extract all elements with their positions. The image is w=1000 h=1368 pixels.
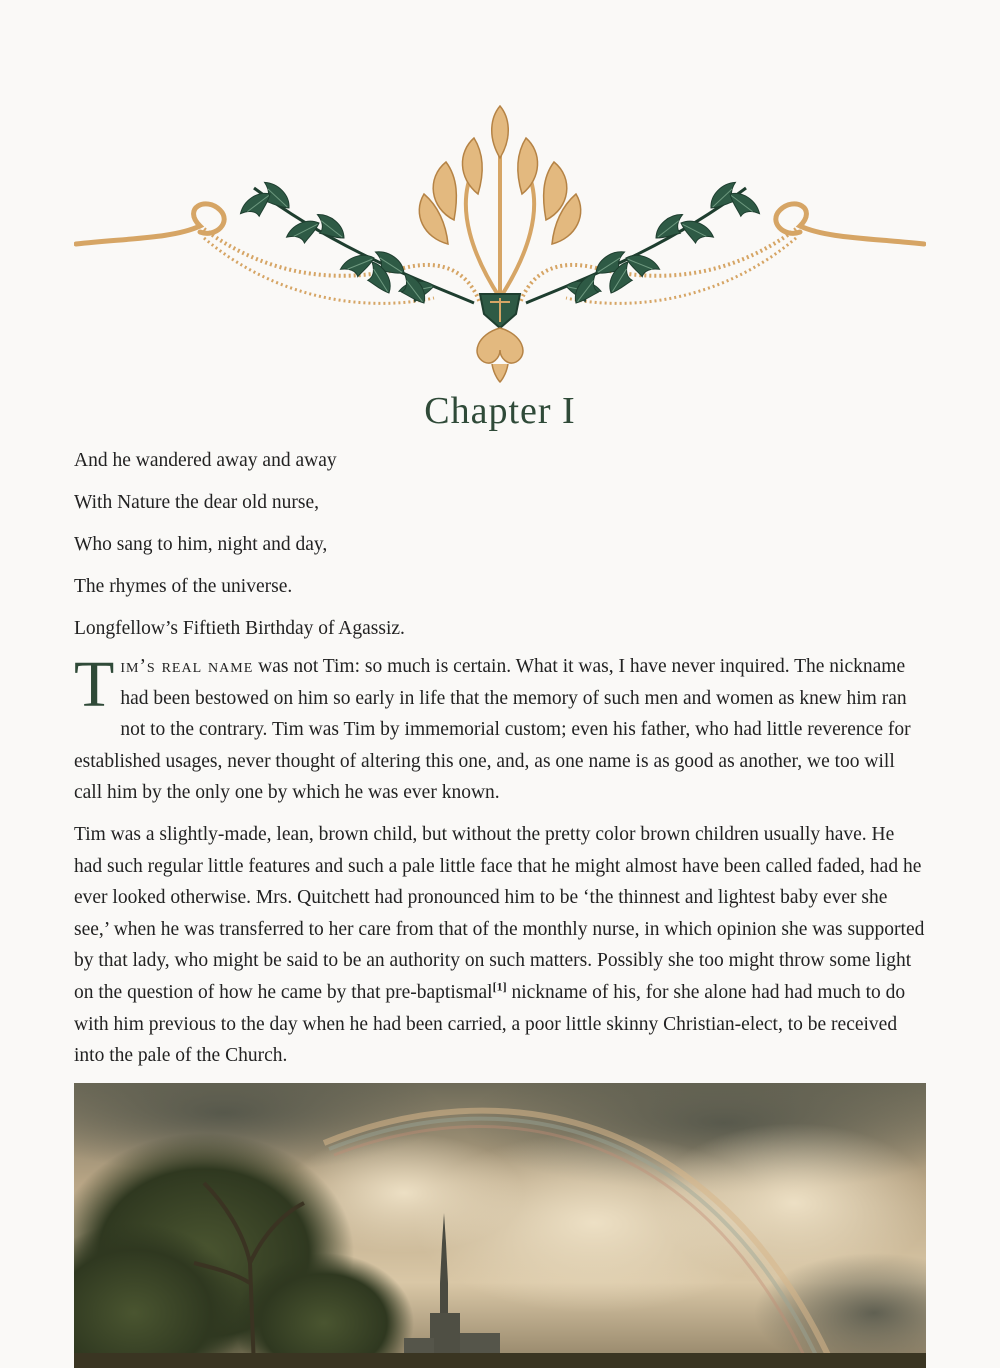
paragraph-text: was not Tim: so much is certain. What it was, I have never inquired. The nickname had been bestowed on him so early in life that the memory of such men and women as knew him ran not to the contrary. Tim was Tim by immemorial custom; even his father, who had little reverence for established usages, never thought of altering this one, and, as one name is as good as another, we too will call him by the only one by which he was ever known. bbox=[74, 656, 911, 804]
epigraph-line: And he wandered away and away bbox=[74, 450, 337, 471]
epigraph-attribution: Longfellow’s Fiftieth Birthday of Agassiz. bbox=[74, 618, 405, 639]
leaf-scroll-ornament bbox=[74, 98, 926, 388]
paragraph-text: nickname of his, for she alone had had much to do with him previous to the day when he had been carried, a poor little skinny Christian-elect, to be received into the pale of the Church. bbox=[74, 981, 906, 1067]
epigraph-line: With Nature the dear old nurse, bbox=[74, 492, 320, 513]
chapter-title: Chapter I bbox=[424, 390, 576, 432]
epigraph-line: The rhymes of the universe. bbox=[74, 576, 293, 597]
paragraph-body bbox=[74, 819, 926, 1072]
paragraph-text: Tim was a slightly-made, lean, brown child, but without the pretty color brown children usually have. He had such regular little features and such a pale little face that he might almost have been called faded, had he ever looked otherwise. Mrs. Quitchett had pronounced him to be ‘the thinnest and lightest baby ever she see,’ when he was transferred to her care from that of the monthly nurse, in which opinion she was supported by that lady, who might be said to be an authority on such matters. Possibly she too might throw some light on the question of how he came by that pre-baptismal bbox=[74, 824, 925, 1003]
epigraph-line: Who sang to him, night and day, bbox=[74, 534, 328, 555]
landscape-painting-image bbox=[74, 1083, 926, 1368]
lead-in-smallcaps: im’s real name bbox=[120, 656, 254, 677]
footnote-link[interactable]: [1] bbox=[492, 979, 507, 994]
epigraph bbox=[74, 440, 926, 650]
paragraph-opening bbox=[74, 648, 926, 809]
drop-cap: T bbox=[74, 648, 115, 721]
